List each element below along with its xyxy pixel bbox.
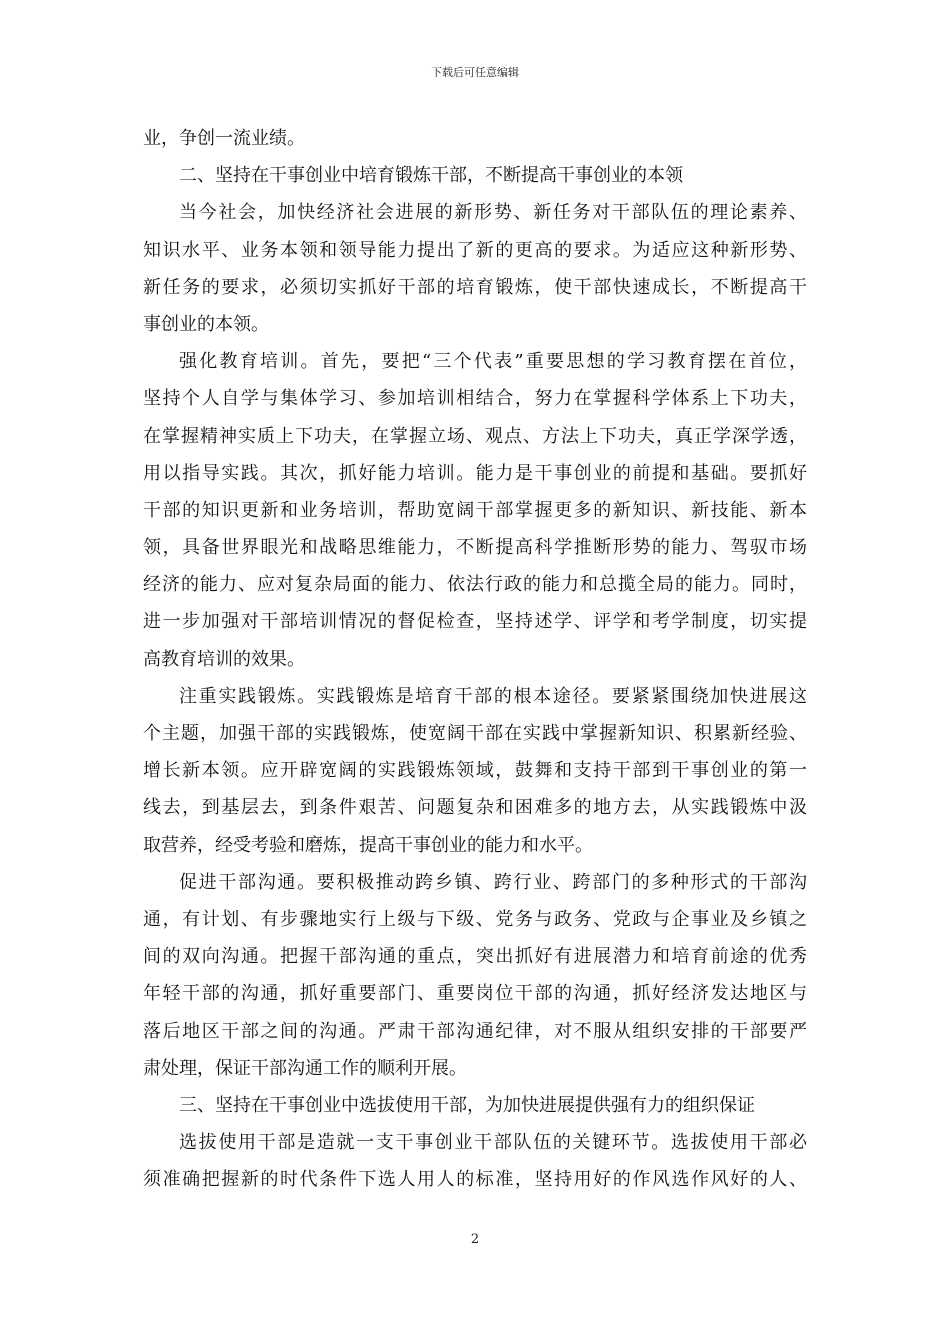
text-line: 新任务的要求，必须切实抓好干部的培育锻炼，使干部快速成长，不断提高干 [143, 276, 807, 298]
text-line: 用以指导实践。其次，抓好能力培训。能力是干事创业的前提和基础。要抓好 [143, 462, 807, 484]
text-line: 三、坚持在干事创业中选拔使用干部，为加快进展提供强有力的组织保证 [179, 1094, 755, 1116]
text-line: 当今社会，加快经济社会进展的新形势、新任务对干部队伍的理论素养、 [179, 202, 807, 224]
text-line: 高教育培训的效果。 [143, 648, 305, 670]
text-line: 增长新本领。应开辟宽阔的实践锻炼领域，鼓舞和支持干部到干事创业的第一 [143, 760, 807, 782]
page-header: 下载后可任意编辑 [431, 66, 519, 79]
text-line: 落后地区干部之间的沟通。严肃干部沟通纪律，对不服从组织安排的干部要严 [143, 1020, 807, 1042]
text-line: 事创业的本领。 [143, 313, 269, 335]
text-line: 干部的知识更新和业务培训，帮助宽阔干部掌握更多的新知识、新技能、新本 [143, 499, 807, 521]
text-line: 个主题，加强干部的实践锻炼，使宽阔干部在实践中掌握新知识、积累新经验、 [143, 723, 807, 744]
text-line: 促进干部沟通。要积极推动跨乡镇、跨行业、跨部门的多种形式的干部沟 [179, 871, 807, 893]
text-line: 注重实践锻炼。实践锻炼是培育干部的根本途径。要紧紧围绕加快进展这 [179, 685, 807, 707]
document-body [143, 120, 807, 1198]
text-line: 在掌握精神实质上下功夫，在掌握立场、观点、方法上下功夫，真正学深学透， [143, 425, 807, 447]
text-line: 知识水平、业务本领和领导能力提出了新的更高的要求。为适应这种新形势、 [143, 239, 807, 261]
text-line: 肃处理，保证干部沟通工作的顺利开展。 [143, 1057, 467, 1079]
text-line: 领，具备世界眼光和战略思维能力，不断提高科学推断形势的能力、驾驭市场 [143, 537, 807, 559]
text-line: 年轻干部的沟通，抓好重要部门、重要岗位干部的沟通，抓好经济发达地区与 [143, 983, 807, 1005]
text-line: 二、坚持在干事创业中培育锻炼干部，不断提高干事创业的本领 [179, 165, 683, 187]
text-line: 坚持个人自学与集体学习、参加培训相结合，努力在掌握科学体系上下功夫， [143, 388, 807, 410]
text-line: 进一步加强对干部培训情况的督促检查，坚持述学、评学和考学制度，切实提 [143, 611, 807, 633]
text-line: 通，有计划、有步骤地实行上级与下级、党务与政务、党政与企事业及乡镇之 [143, 908, 807, 930]
text-line: 取营养，经受考验和磨炼，提高干事创业的能力和水平。 [143, 834, 593, 856]
text-line: 须准确把握新的时代条件下选人用人的标准，坚持用好的作风选作风好的人、 [143, 1169, 807, 1191]
text-line: 强化教育培训。首先，要把“三个代表”重要思想的学习教育摆在首位， [179, 351, 807, 373]
text-line: 选拔使用干部是造就一支干事创业干部队伍的关键环节。选拔使用干部必 [179, 1132, 807, 1154]
page-number: 2 [470, 1232, 480, 1247]
text-line: 业，争创一流业绩。 [143, 128, 305, 149]
text-line: 经济的能力、应对复杂局面的能力、依法行政的能力和总揽全局的能力。同时， [143, 574, 807, 596]
text-line: 线去，到基层去，到条件艰苦、问题复杂和困难多的地方去，从实践锻炼中汲 [143, 797, 807, 819]
text-line: 间的双向沟通。把握干部沟通的重点，突出抓好有进展潜力和培育前途的优秀 [143, 946, 807, 968]
